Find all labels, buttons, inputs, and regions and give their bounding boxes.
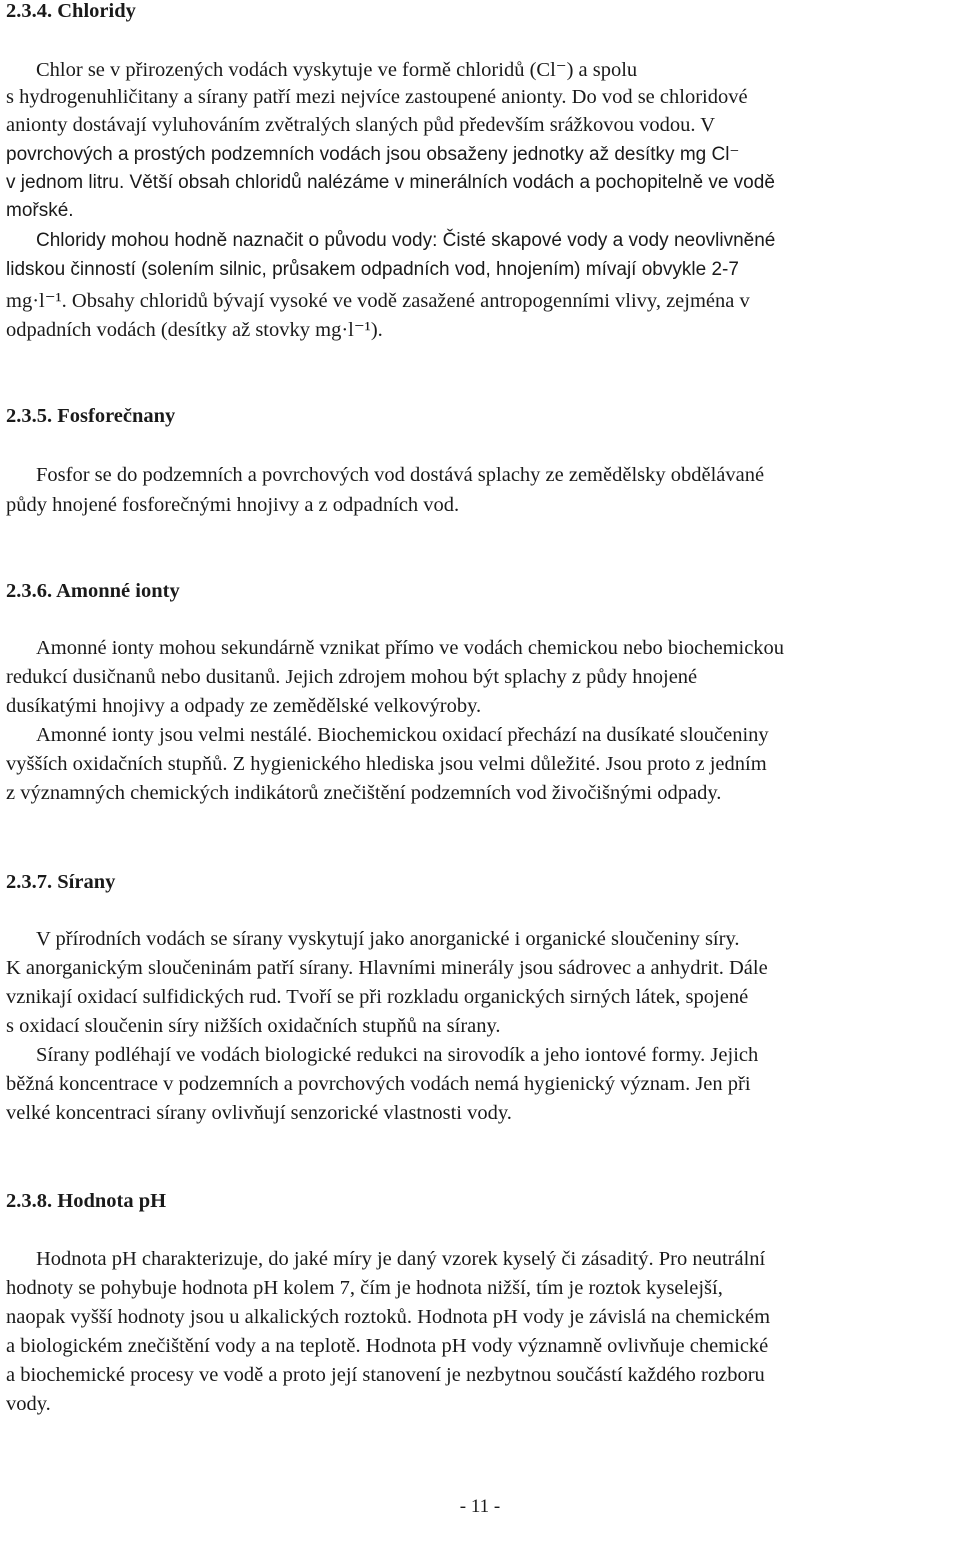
paragraph-line: lidskou činností (solením silnic, průsakem odpadních vod, hnojením) mívají obvykle 2-7 <box>6 259 739 280</box>
paragraph-line: Fosfor se do podzemních a povrchových vod dostává splachy ze zemědělsky obdělávané <box>36 464 765 486</box>
paragraph-line: Chlor se v přirozených vodách vyskytuje ve formě chloridů (Cl⁻) a spolu <box>36 59 638 81</box>
paragraph-line: Amonné ionty mohou sekundárně vznikat přímo ve vodách chemickou nebo biochemickou <box>36 637 785 659</box>
paragraph-line: redukcí dusičnanů nebo dusitanů. Jejich zdrojem mohou být splachy z půdy hnojené <box>6 666 698 688</box>
section-heading-amonne-ionty: 2.3.6. Amonné ionty <box>6 580 180 602</box>
paragraph-line: mg·l⁻¹. Obsahy chloridů bývají vysoké ve vodě zasažené antropogenními vlivy, zejména v <box>6 290 750 312</box>
paragraph-line: Amonné ionty jsou velmi nestálé. Biochemickou oxidací přechází na dusíkaté sloučeniny <box>36 724 769 746</box>
paragraph-line: s oxidací sloučenin síry nižších oxidačních stupňů na sírany. <box>6 1015 501 1037</box>
paragraph-line: dusíkatými hnojivy a odpady ze zemědělské velkovýroby. <box>6 695 482 717</box>
paragraph-line: Chloridy mohou hodně naznačit o původu vody: Čisté skapové vody a vody neovlivněné <box>36 230 776 251</box>
paragraph-line: a biologickém znečištění vody a na teplotě. Hodnota pH vody významně ovlivňuje chemické <box>6 1335 769 1357</box>
paragraph-line: naopak vyšší hodnoty jsou u alkalických roztoků. Hodnota pH vody je závislá na chemickém <box>6 1306 771 1328</box>
paragraph-line: s hydrogenuhličitany a sírany patří mezi nejvíce zastoupené anionty. Do vod se chloridové <box>6 86 748 108</box>
paragraph-line: K anorganickým sloučeninám patří sírany. Hlavními minerály jsou sádrovec a anhydrit. Dále <box>6 957 768 979</box>
paragraph-line: V přírodních vodách se sírany vyskytují jako anorganické i organické sloučeniny síry. <box>36 928 740 950</box>
section-heading-chloridy: 2.3.4. Chloridy <box>6 0 136 22</box>
section-heading-fosforecnany: 2.3.5. Fosforečnany <box>6 405 176 427</box>
section-heading-sirany: 2.3.7. Sírany <box>6 871 116 893</box>
page-number: - 11 - <box>459 1496 501 1517</box>
paragraph-line: vody. <box>6 1393 51 1415</box>
paragraph-line: Sírany podléhají ve vodách biologické redukci na sirovodík a jeho iontové formy. Jejich <box>36 1044 759 1066</box>
paragraph-line: Hodnota pH charakterizuje, do jaké míry je daný vzorek kyselý či zásaditý. Pro neutrální <box>36 1248 766 1270</box>
paragraph-line: hodnoty se pohybuje hodnota pH kolem 7, čím je hodnota nižší, tím je roztok kyselejší, <box>6 1277 723 1299</box>
paragraph-line: v jednom litru. Větší obsah chloridů nalézáme v minerálních vodách a pochopitelně ve vodě <box>6 172 775 193</box>
paragraph-line: povrchových a prostých podzemních vodách jsou obsaženy jednotky až desítky mg Cl⁻ <box>6 144 740 165</box>
paragraph-line: běžná koncentrace v podzemních a povrchových vodách nemá hygienický význam. Jen při <box>6 1073 751 1095</box>
section-heading-hodnota-ph: 2.3.8. Hodnota pH <box>6 1190 167 1212</box>
paragraph-line: mořské. <box>6 200 74 221</box>
paragraph-line: anionty dostávají vyluhováním zvětralých slaných půd především srážkovou vodou. V <box>6 114 716 136</box>
paragraph-line: vznikají oxidací sulfidických rud. Tvoří se při rozkladu organických sirných látek, spojené <box>6 986 749 1008</box>
paragraph-line: půdy hnojené fosforečnými hnojivy a z odpadních vod. <box>6 494 460 516</box>
paragraph-line: odpadních vodách (desítky až stovky mg·l⁻¹). <box>6 319 383 341</box>
paragraph-line: z významných chemických indikátorů znečištění podzemních vod živočišnými odpady. <box>6 782 722 804</box>
paragraph-line: velké koncentraci sírany ovlivňují senzorické vlastnosti vody. <box>6 1102 512 1124</box>
paragraph-line: vyšších oxidačních stupňů. Z hygienického hlediska jsou velmi důležité. Jsou proto z jedním <box>6 753 767 775</box>
paragraph-line: a biochemické procesy ve vodě a proto její stanovení je nezbytnou součástí každého rozboru <box>6 1364 765 1386</box>
